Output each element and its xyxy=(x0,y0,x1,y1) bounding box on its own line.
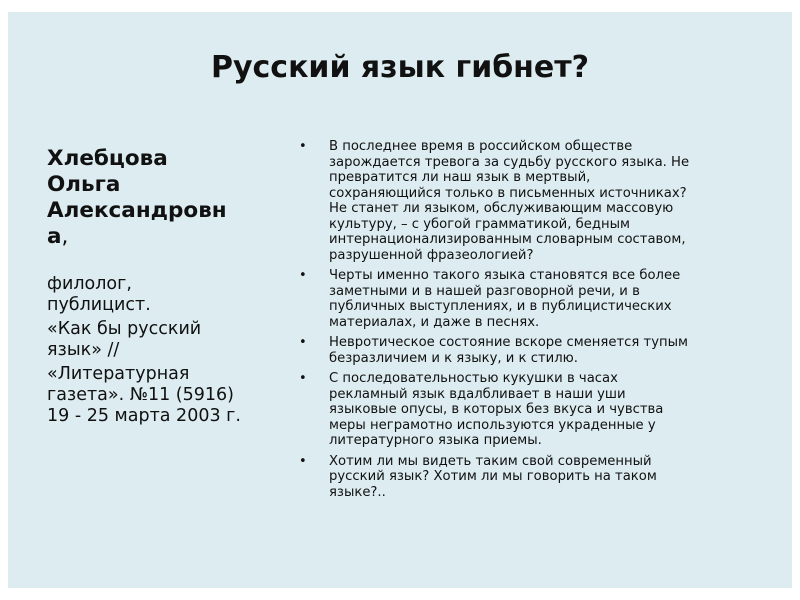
author-block xyxy=(47,146,272,430)
bullet-icon: • xyxy=(299,371,307,386)
source-article-line: язык» // xyxy=(47,340,120,360)
bullet-text-line: культуру, – с убогой грамматикой, бедным xyxy=(329,216,630,232)
bullet-text-line: разрушенной фразеологией? xyxy=(329,247,534,263)
author-name xyxy=(47,146,272,250)
bullet-text-line: рекламный язык вдалбливает в наши уши xyxy=(329,386,626,402)
bullet-icon: • xyxy=(299,453,307,469)
source-article-line: «Как бы русский xyxy=(47,319,202,339)
bullet-item xyxy=(296,371,716,449)
author-role-line: филолог, xyxy=(47,274,132,294)
bullet-item xyxy=(296,268,716,330)
content-column xyxy=(296,139,716,505)
bullet-text-line: языке?.. xyxy=(329,484,386,500)
source-publication-line: «Литературная xyxy=(47,364,190,384)
bullet-item xyxy=(296,139,716,263)
bullet-text-line: Невротическое состояние вскоре сменяется тупым xyxy=(329,335,688,350)
bullet-text-line: русский язык? Хотим ли мы говорить на таком xyxy=(329,469,657,484)
bullet-text-line: В последнее время в российском обществе xyxy=(329,139,633,154)
slide-title: Русский язык гибнет? xyxy=(210,50,590,85)
bullet-text-line: безразличием и к языку, и к стилю. xyxy=(329,350,578,366)
source-publication-line: газета». №11 (5916) xyxy=(47,385,234,405)
bullet-icon: • xyxy=(299,268,307,283)
bullet-item xyxy=(296,335,716,366)
author-name-comma: , xyxy=(61,224,69,249)
bullet-text-line: литературного языка приемы. xyxy=(329,433,542,448)
source-publication xyxy=(47,364,272,427)
author-name-line: Хлебцова xyxy=(47,146,168,171)
author-name-line: Ольга xyxy=(47,172,121,197)
bullet-text-line: Черты именно такого языка становятся все более xyxy=(329,268,681,283)
author-role xyxy=(47,274,272,316)
source-article xyxy=(47,319,272,361)
bullet-text-line: языковые опусы, в которых без вкуса и чувства xyxy=(329,402,664,417)
bullet-item xyxy=(296,454,716,501)
bullet-text-line: меры неграмотно используются украденные у xyxy=(329,417,656,433)
bullet-text-line: публичных выступлениях, и в публицистических xyxy=(329,299,672,314)
bullet-icon: • xyxy=(299,139,307,154)
bullet-text-line: интернационализированным словарным составом, xyxy=(329,232,686,247)
bullet-text-line: заметными и в нашей разговорной речи, и в xyxy=(329,283,640,299)
bullet-text-line: материалах, и даже в песнях. xyxy=(329,314,540,330)
bullet-text-line: Не станет ли языком, обслуживающим массовую xyxy=(329,201,674,216)
author-name-line: а xyxy=(47,224,62,249)
bullet-text-line: Хотим ли мы видеть таким свой современный xyxy=(329,453,652,469)
author-name-line: Александровн xyxy=(47,198,227,223)
bullet-text-line: С последовательностью кукушки в часах xyxy=(329,371,618,386)
bullet-text-line: зарождается тревога за судьбу русского языка. Не xyxy=(329,154,690,170)
bullet-text-line: превратится ли наш язык в мертвый, xyxy=(329,170,591,185)
author-role-line: публицист. xyxy=(47,295,151,315)
bullet-icon: • xyxy=(299,335,307,350)
bullet-text-line: сохраняющийся только в письменных источниках? xyxy=(329,185,687,201)
bullet-list xyxy=(296,139,716,500)
source-publication-line: 19 - 25 марта 2003 г. xyxy=(47,406,241,426)
